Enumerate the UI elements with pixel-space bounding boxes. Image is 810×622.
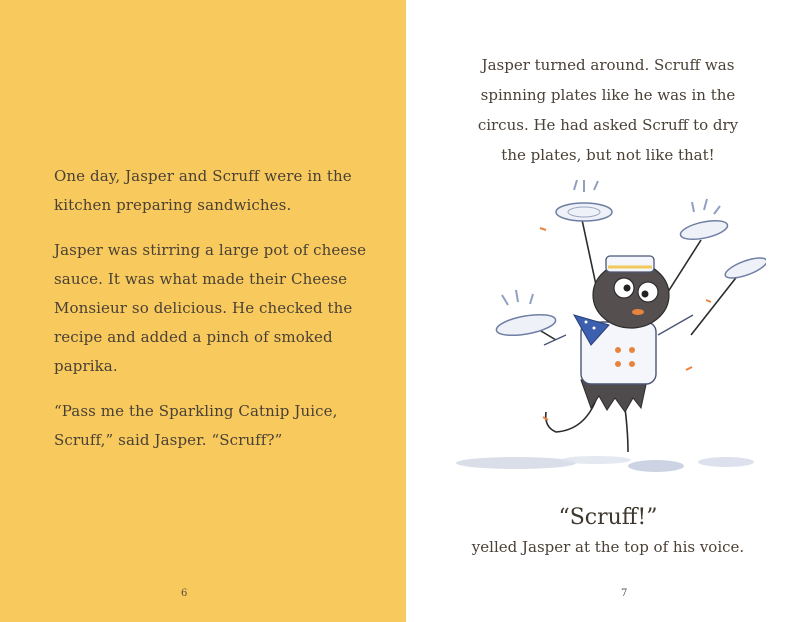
intro-line-4: the plates, but not like that! <box>501 146 715 164</box>
paragraph-2: Jasper was stirring a large pot of cheese sauce. It was what made their Cheese Monsieur so delicious. He checked the recipe and added a pinch of smoked paprika. <box>54 241 367 375</box>
paragraph-1: One day, Jasper and Scruff were in the kitchen preparing sandwiches. <box>54 167 352 214</box>
right-page-intro <box>393 50 810 170</box>
paragraph-3: “Pass me the Sparkling Catnip Juice, Scruff,” said Jasper. “Scruff?” <box>54 402 338 449</box>
page-number-left: 6 <box>181 588 188 599</box>
intro-line-1: Jasper turned around. Scruff was <box>481 56 735 74</box>
scruff-spinning-plates-illustration <box>446 170 766 490</box>
intro-line-3: circus. He had asked Scruff to dry <box>477 116 739 134</box>
shout-text: “Scruff!” <box>558 505 658 530</box>
page-number-right: 7 <box>621 588 628 599</box>
shout-tail-text: yelled Jasper at the top of his voice. <box>471 538 745 556</box>
right-page <box>406 0 810 622</box>
intro-line-2: spinning plates like he was in the <box>480 86 736 104</box>
left-page-text <box>54 162 374 471</box>
